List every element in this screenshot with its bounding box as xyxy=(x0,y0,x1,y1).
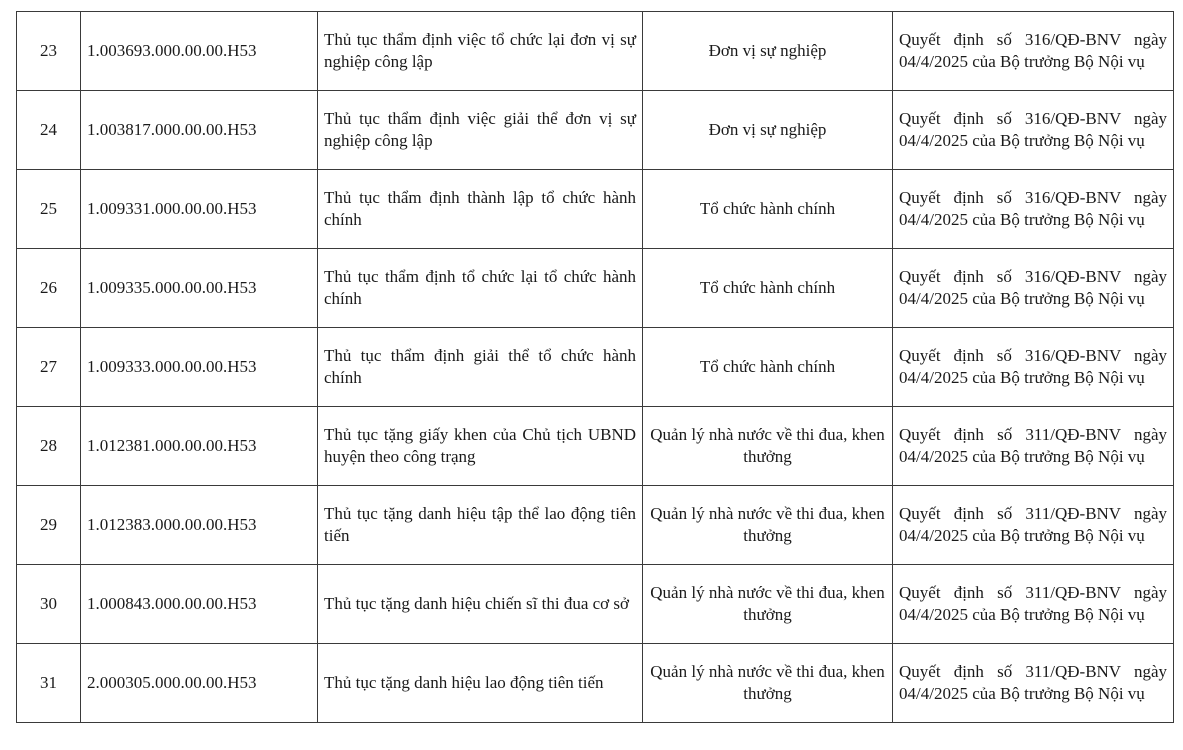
row-number: 25 xyxy=(17,170,81,249)
procedure-field: Quản lý nhà nước về thi đua, khen thưởng xyxy=(643,407,893,486)
decision-reference: Quyết định số 316/QĐ-BNV ngày 04/4/2025 của Bộ trưởng Bộ Nội vụ xyxy=(893,91,1174,170)
procedure-code: 1.009333.000.00.00.H53 xyxy=(81,328,318,407)
decision-reference: Quyết định số 316/QĐ-BNV ngày 04/4/2025 của Bộ trưởng Bộ Nội vụ xyxy=(893,328,1174,407)
procedure-field: Quản lý nhà nước về thi đua, khen thưởng xyxy=(643,486,893,565)
procedure-code: 1.012383.000.00.00.H53 xyxy=(81,486,318,565)
table-row xyxy=(17,91,1174,170)
decision-reference: Quyết định số 311/QĐ-BNV ngày 04/4/2025 của Bộ trưởng Bộ Nội vụ xyxy=(893,644,1174,723)
procedure-code: 1.009335.000.00.00.H53 xyxy=(81,249,318,328)
procedure-field: Đơn vị sự nghiệp xyxy=(643,12,893,91)
decision-reference: Quyết định số 311/QĐ-BNV ngày 04/4/2025 của Bộ trưởng Bộ Nội vụ xyxy=(893,565,1174,644)
procedure-name: Thủ tục tặng danh hiệu chiến sĩ thi đua cơ sở xyxy=(318,565,643,644)
row-number: 24 xyxy=(17,91,81,170)
procedure-name: Thủ tục tặng giấy khen của Chủ tịch UBND huyện theo công trạng xyxy=(318,407,643,486)
procedure-table xyxy=(16,11,1174,723)
row-number: 27 xyxy=(17,328,81,407)
table-row xyxy=(17,170,1174,249)
table-row xyxy=(17,565,1174,644)
row-number: 28 xyxy=(17,407,81,486)
procedure-code: 1.000843.000.00.00.H53 xyxy=(81,565,318,644)
procedure-code: 1.003693.000.00.00.H53 xyxy=(81,12,318,91)
table-row xyxy=(17,249,1174,328)
decision-reference: Quyết định số 316/QĐ-BNV ngày 04/4/2025 của Bộ trưởng Bộ Nội vụ xyxy=(893,12,1174,91)
procedure-name: Thủ tục tặng danh hiệu tập thể lao động tiên tiến xyxy=(318,486,643,565)
decision-reference: Quyết định số 311/QĐ-BNV ngày 04/4/2025 của Bộ trưởng Bộ Nội vụ xyxy=(893,486,1174,565)
procedure-field: Đơn vị sự nghiệp xyxy=(643,91,893,170)
table-row xyxy=(17,328,1174,407)
procedure-name: Thủ tục thẩm định giải thể tổ chức hành chính xyxy=(318,328,643,407)
row-number: 26 xyxy=(17,249,81,328)
table-body xyxy=(17,12,1174,723)
table-row xyxy=(17,407,1174,486)
row-number: 23 xyxy=(17,12,81,91)
row-number: 29 xyxy=(17,486,81,565)
table-row xyxy=(17,12,1174,91)
procedure-field: Tổ chức hành chính xyxy=(643,249,893,328)
procedure-field: Tổ chức hành chính xyxy=(643,170,893,249)
row-number: 30 xyxy=(17,565,81,644)
procedure-name: Thủ tục thẩm định tổ chức lại tổ chức hành chính xyxy=(318,249,643,328)
decision-reference: Quyết định số 311/QĐ-BNV ngày 04/4/2025 của Bộ trưởng Bộ Nội vụ xyxy=(893,407,1174,486)
procedure-code: 2.000305.000.00.00.H53 xyxy=(81,644,318,723)
procedure-field: Quản lý nhà nước về thi đua, khen thưởng xyxy=(643,565,893,644)
procedure-name: Thủ tục thẩm định việc tổ chức lại đơn vị sự nghiệp công lập xyxy=(318,12,643,91)
decision-reference: Quyết định số 316/QĐ-BNV ngày 04/4/2025 của Bộ trưởng Bộ Nội vụ xyxy=(893,170,1174,249)
procedure-code: 1.009331.000.00.00.H53 xyxy=(81,170,318,249)
procedure-field: Tổ chức hành chính xyxy=(643,328,893,407)
table-row xyxy=(17,644,1174,723)
procedure-code: 1.003817.000.00.00.H53 xyxy=(81,91,318,170)
procedure-name: Thủ tục thẩm định việc giải thể đơn vị sự nghiệp công lập xyxy=(318,91,643,170)
row-number: 31 xyxy=(17,644,81,723)
table-row xyxy=(17,486,1174,565)
procedure-name: Thủ tục tặng danh hiệu lao động tiên tiến xyxy=(318,644,643,723)
procedure-field: Quản lý nhà nước về thi đua, khen thưởng xyxy=(643,644,893,723)
procedure-name: Thủ tục thẩm định thành lập tổ chức hành chính xyxy=(318,170,643,249)
procedure-code: 1.012381.000.00.00.H53 xyxy=(81,407,318,486)
decision-reference: Quyết định số 316/QĐ-BNV ngày 04/4/2025 của Bộ trưởng Bộ Nội vụ xyxy=(893,249,1174,328)
